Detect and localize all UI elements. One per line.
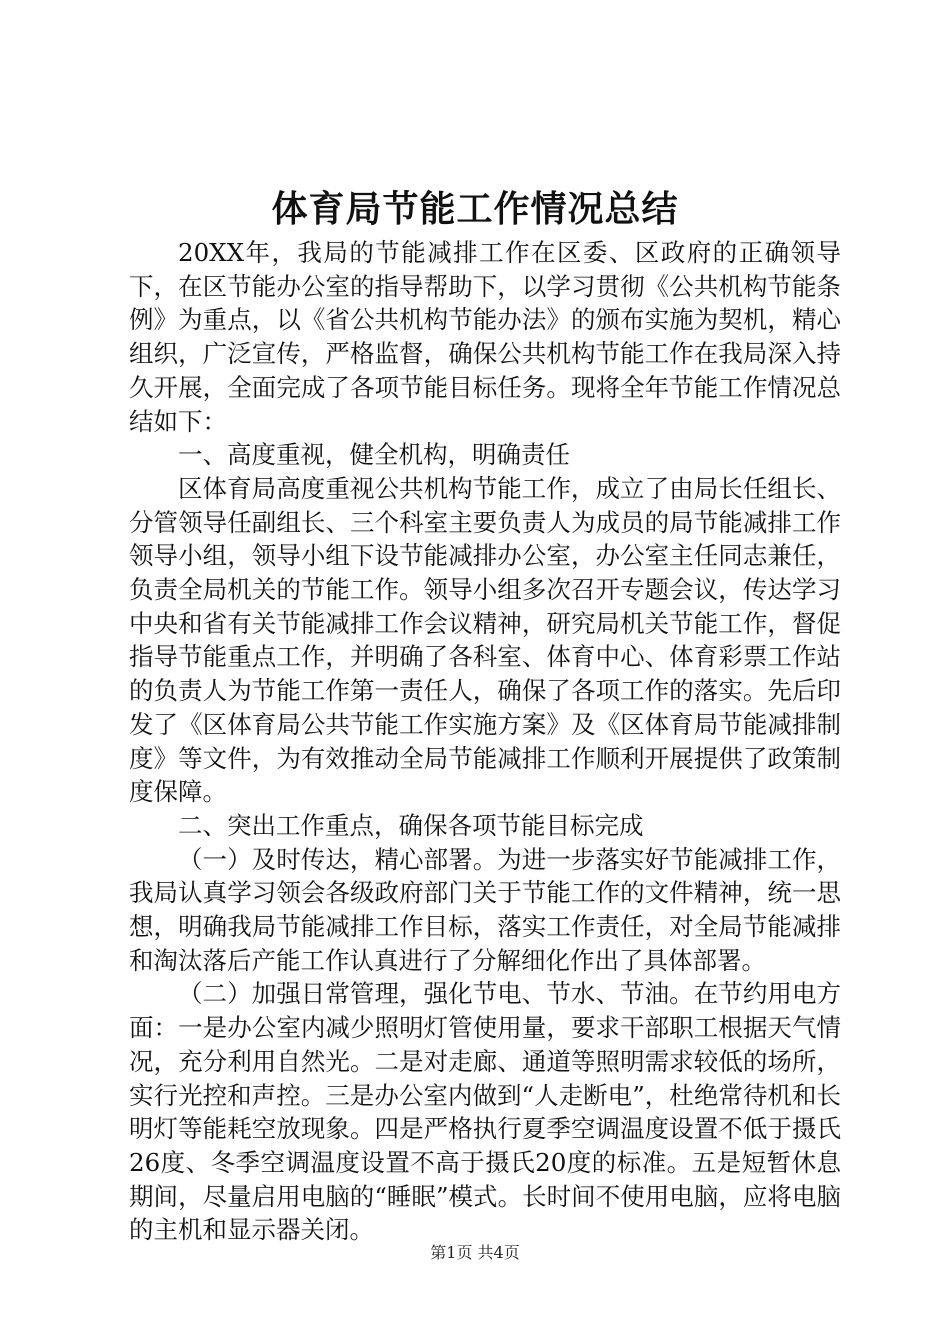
- paragraph-intro: 20XX年，我局的节能减排工作在区委、区政府的正确领导下，在区节能办公室的指导帮助下，以学习贯彻《公共机构节能条例》为重点，以《省公共机构节能办法》的颁布实施为契机，精心组织，广泛宣传，严格监督，确保公共机构节能工作在我局深入持久开展，全面完成了各项节能目标任务。现将全年节能工作情况总结如下：: [129, 238, 841, 436]
- section-heading-2: 二、突出工作重点，确保各项节能目标完成: [178, 810, 644, 840]
- paragraph-subsection-1: （一）及时传达，精心部署。为进一步落实好节能减排工作，我局认真学习领会各级政府部门关于节能工作的文件精神，统一思想，明确我局节能减排工作目标，落实工作责任，对全局节能减排和淘汰落后产能工作认真进行了分解细化作出了具体部署。: [129, 844, 841, 975]
- document-body: [129, 236, 841, 1247]
- paragraph-section-1: 区体育局高度重视公共机构节能工作，成立了由局长任组长、分管领导任副组长、三个科室主要负责人为成员的局节能减排工作领导小组，领导小组下设节能减排办公室，办公室主任同志兼任，负责全局机关的节能工作。领导小组多次召开专题会议，传达学习中央和省有关节能减排工作会议精神，研究局机关节能工作，督促指导节能重点工作，并明确了各科室、体育中心、体育彩票工作站的负责人为节能工作第一责任人，确保了各项工作的落实。先后印发了《区体育局公共节能工作实施方案》及《区体育局节能减排制度》等文件，为有效推动全局节能减排工作顺利开展提供了政策制度保障。: [129, 473, 841, 807]
- paragraph-subsection-2: （二）加强日常管理，强化节电、节水、节油。在节约用电方面：一是办公室内减少照明灯管使用量，要求干部职工根据天气情况，充分利用自然光。二是对走廊、通道等照明需求较低的场所，实行光控和声控。三是办公室内做到“人走断电”，杜绝常待机和长明灯等能耗空放现象。四是严格执行夏季空调温度设置不低于摄氏26度、冬季空调温度设置不高于摄氏20度的标准。五是短暂休息期间，尽量启用电脑的“睡眠”模式。长时间不使用电脑，应将电脑的主机和显示器关闭。: [129, 979, 841, 1245]
- section-heading-1: 一、高度重视，健全机构，明确责任: [178, 440, 570, 470]
- page-number: 第1页 共4页: [430, 1243, 520, 1262]
- document-title: 体育局节能工作情况总结: [271, 188, 679, 230]
